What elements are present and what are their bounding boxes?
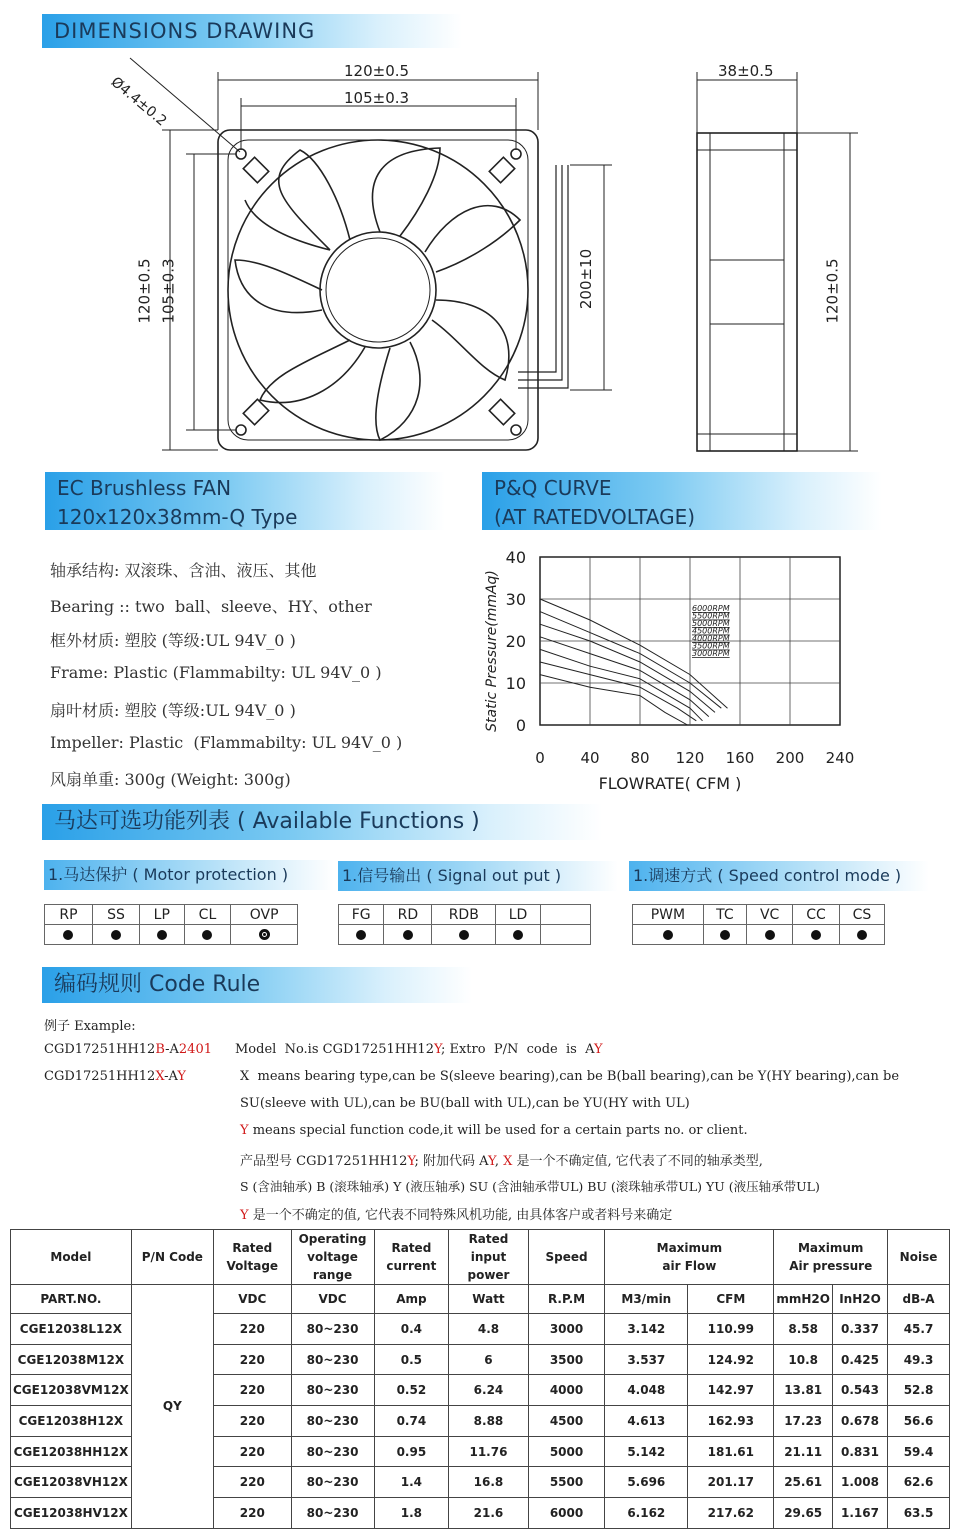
x-tick-label: 0 — [535, 749, 545, 767]
th-air-pressure: Maximum Air pressure — [774, 1230, 888, 1285]
func-mark — [92, 925, 139, 945]
table-header-row — [11, 1230, 950, 1285]
spec-frame-cn: 框外材质: 塑胶 (等级:UL 94V_0 ) — [50, 631, 296, 650]
series-label: 5500RPM — [692, 611, 730, 621]
bullet-icon — [63, 930, 73, 940]
table-cell: 220 — [213, 1467, 291, 1498]
func-empty — [541, 905, 591, 925]
functions-banner — [42, 804, 602, 840]
x-tick-label: 240 — [825, 749, 855, 767]
table-cell: 5000 — [528, 1436, 605, 1467]
example-code-2: CGD17251HH12X-AY — [44, 1069, 186, 1084]
func-mark — [839, 925, 884, 945]
func-cc: CC — [793, 905, 840, 925]
unit-cell: VDC — [213, 1285, 291, 1314]
series-line — [540, 649, 703, 720]
cell-model: CGE12038M12X — [11, 1344, 132, 1375]
table-cell: 80~230 — [291, 1436, 374, 1467]
unit-cell: dB-A — [888, 1285, 950, 1314]
th-speed: Speed — [528, 1230, 605, 1285]
bullet-icon — [811, 930, 821, 940]
func-group-signal-title: 1.信号输出 ( Signal out put ) — [338, 861, 618, 891]
table-cell: 3.142 — [605, 1314, 688, 1345]
func-ss: SS — [92, 905, 139, 925]
y-tick-label: 0 — [515, 716, 526, 735]
th-air-flow: Maximum air Flow — [605, 1230, 774, 1285]
table-cell: 3.537 — [605, 1344, 688, 1375]
table-cell: 6.162 — [605, 1498, 688, 1529]
table-cell: 0.5 — [374, 1344, 449, 1375]
dim-height-outer: 120±0.5 — [135, 258, 154, 324]
table-cell: 63.5 — [888, 1498, 950, 1529]
table-cell: 1.008 — [832, 1467, 887, 1498]
example-label: 例子 Example: — [44, 1019, 136, 1034]
unit-cell: R.P.M — [528, 1285, 605, 1314]
bullet-icon — [765, 930, 775, 940]
table-cell: 4.048 — [605, 1375, 688, 1406]
x-desc-2: SU(sleeve with UL),can be BU(ball with UL),can be YU(HY with UL) — [240, 1096, 690, 1111]
th-model: Model — [11, 1230, 132, 1285]
func-mark — [384, 925, 432, 945]
func-cs: CS — [839, 905, 884, 925]
x-tick-label: 200 — [775, 749, 805, 767]
table-cell: 0.543 — [832, 1375, 887, 1406]
y-tick-label: 30 — [505, 590, 526, 609]
func-mark — [633, 925, 704, 945]
series-label: 4500RPM — [692, 626, 730, 636]
x-desc-1: X means bearing type,can be S(sleeve bearing),can be B(ball bearing),can be Y(HY bearing),can be — [240, 1069, 900, 1084]
table-cell: 5500 — [528, 1467, 605, 1498]
y-axis-label: Static Pressure(mmAq) — [484, 570, 500, 732]
x-tick-label: 120 — [675, 749, 705, 767]
dim-hole-dia: Ø4.4±0.2 — [107, 74, 170, 130]
table-cell: 80~230 — [291, 1375, 374, 1406]
func-table-speed — [632, 904, 885, 945]
table-cell: 5.142 — [605, 1436, 688, 1467]
func-group-speed-title: 1.调速方式 ( Speed control mode ) — [629, 861, 929, 891]
table-cell: 11.76 — [449, 1436, 528, 1467]
table-cell: 8.58 — [774, 1314, 833, 1345]
bullet-icon — [202, 930, 212, 940]
spec-impeller-en: Impeller: Plastic (Flammabilty: UL 94V_0 ) — [50, 733, 403, 752]
func-rdb: RDB — [432, 905, 496, 925]
unit-cell: Amp — [374, 1285, 449, 1314]
func-cl: CL — [184, 905, 231, 925]
table-cell: 62.6 — [888, 1467, 950, 1498]
func-tc: TC — [703, 905, 746, 925]
table-cell: 56.6 — [888, 1406, 950, 1437]
dimensions-title: DIMENSIONS DRAWING — [54, 19, 316, 43]
table-cell: 0.831 — [832, 1436, 887, 1467]
cn-desc-3: Y 是一个不确定的值, 它代表不同特殊风机功能, 由具体客户或者料号来确定 — [240, 1208, 673, 1223]
func-vc: VC — [747, 905, 793, 925]
func-group-motor-title: 1.马达保护 ( Motor protection ) — [44, 860, 334, 890]
bullet-icon — [111, 930, 121, 940]
table-cell: 4.613 — [605, 1406, 688, 1437]
cell-model: CGE12038L12X — [11, 1314, 132, 1345]
table-cell: 4500 — [528, 1406, 605, 1437]
table-cell: 3500 — [528, 1344, 605, 1375]
table-unit-row — [11, 1285, 950, 1314]
dim-cable: 200±10 — [577, 248, 596, 310]
model-line: Model No.is CGD17251HH12Y; Extro P/N code is AY — [235, 1042, 603, 1057]
ring-bullet-icon — [259, 929, 270, 940]
table-cell: 80~230 — [291, 1344, 374, 1375]
table-cell: 29.65 — [774, 1498, 833, 1529]
x-tick-label: 160 — [725, 749, 755, 767]
bullet-icon — [459, 930, 469, 940]
func-table-motor — [44, 904, 298, 945]
product-banner — [45, 472, 445, 530]
table-cell: 201.17 — [688, 1467, 774, 1498]
table-cell: 59.4 — [888, 1436, 950, 1467]
table-cell: 110.99 — [688, 1314, 774, 1345]
cell-model: CGE12038H12X — [11, 1406, 132, 1437]
spec-bearing-cn: 轴承结构: 双滚珠、含油、液压、其他 — [50, 561, 317, 580]
fan-front-drawing — [0, 0, 960, 470]
dim-side-height: 120±0.5 — [823, 258, 842, 324]
pn-code-cell: QY — [131, 1285, 213, 1529]
table-cell: 4.8 — [449, 1314, 528, 1345]
series-label: 5000RPM — [692, 619, 730, 628]
table-cell: 80~230 — [291, 1498, 374, 1529]
series-label: 3000RPM — [692, 649, 730, 658]
func-lp: LP — [140, 905, 184, 925]
table-cell: 0.52 — [374, 1375, 449, 1406]
unit-cell: VDC — [291, 1285, 374, 1314]
spec-impeller-cn: 扇叶材质: 塑胶 (等级:UL 94V_0 ) — [50, 701, 296, 720]
table-cell: 16.8 — [449, 1467, 528, 1498]
y-tick-label: 20 — [505, 632, 526, 651]
unit-part-no: PART.NO. — [11, 1285, 132, 1314]
product-line1: EC Brushless FAN — [57, 476, 232, 500]
table-cell: 220 — [213, 1436, 291, 1467]
spec-bearing-en: Bearing :: two ball、sleeve、HY、other — [50, 597, 372, 616]
cn-desc-1: 产品型号 CGD17251HH12Y; 附加代码 AY, X 是一个不确定值, 它代表了不同的轴承类型, — [240, 1154, 763, 1169]
func-pwm: PWM — [633, 905, 704, 925]
bullet-icon — [663, 930, 673, 940]
table-cell: 13.81 — [774, 1375, 833, 1406]
series-line — [540, 662, 696, 721]
unit-cell: CFM — [688, 1285, 774, 1314]
func-ovp: OVP — [231, 905, 298, 925]
code-rule-banner — [42, 967, 472, 1003]
table-cell: 124.92 — [688, 1344, 774, 1375]
table-cell: 52.8 — [888, 1375, 950, 1406]
spec-weight: 风扇单重: 300g (Weight: 300g) — [50, 770, 291, 789]
th-noise: Noise — [888, 1230, 950, 1285]
table-cell: 4000 — [528, 1375, 605, 1406]
func-fg: FG — [339, 905, 384, 925]
func-mark — [541, 925, 591, 945]
cell-model: CGE12038VM12X — [11, 1375, 132, 1406]
table-cell: 0.678 — [832, 1406, 887, 1437]
table-cell: 220 — [213, 1314, 291, 1345]
func-table-signal — [338, 904, 591, 945]
x-axis-label: FLOWRATE( CFM ) — [598, 774, 742, 793]
dim-width-hole: 105±0.3 — [344, 89, 410, 107]
table-cell: 3000 — [528, 1314, 605, 1345]
table-cell: 8.88 — [449, 1406, 528, 1437]
table-cell: 220 — [213, 1344, 291, 1375]
func-mark — [496, 925, 541, 945]
cell-model: CGE12038HV12X — [11, 1498, 132, 1529]
table-cell: 1.8 — [374, 1498, 449, 1529]
table-cell: 217.62 — [688, 1498, 774, 1529]
table-cell: 142.97 — [688, 1375, 774, 1406]
func-mark — [432, 925, 496, 945]
bullet-icon — [403, 930, 413, 940]
table-cell: 45.7 — [888, 1314, 950, 1345]
pq-chart — [480, 540, 880, 802]
func-rd: RD — [384, 905, 432, 925]
func-mark — [747, 925, 793, 945]
table-cell: 80~230 — [291, 1467, 374, 1498]
unit-cell: mmH2O — [774, 1285, 833, 1314]
func-mark — [231, 925, 298, 945]
func-mark — [793, 925, 840, 945]
th-op-range: Operating voltage range — [291, 1230, 374, 1285]
table-cell: 0.74 — [374, 1406, 449, 1437]
y-tick-label: 10 — [505, 674, 526, 693]
bullet-icon — [356, 930, 366, 940]
th-rated-voltage: Rated Voltage — [213, 1230, 291, 1285]
series-label: 4000RPM — [692, 634, 730, 643]
cell-model: CGE12038HH12X — [11, 1436, 132, 1467]
spec-table — [10, 1229, 950, 1529]
table-cell: 0.95 — [374, 1436, 449, 1467]
table-cell: 0.425 — [832, 1344, 887, 1375]
table-cell: 21.6 — [449, 1498, 528, 1529]
table-cell: 6 — [449, 1344, 528, 1375]
table-cell: 1.167 — [832, 1498, 887, 1529]
bullet-icon — [720, 930, 730, 940]
table-cell: 6.24 — [449, 1375, 528, 1406]
func-mark — [45, 925, 93, 945]
table-cell: 25.61 — [774, 1467, 833, 1498]
unit-cell: Watt — [449, 1285, 528, 1314]
unit-cell: M3/min — [605, 1285, 688, 1314]
series-line — [540, 675, 688, 725]
func-mark — [140, 925, 184, 945]
table-cell: 181.61 — [688, 1436, 774, 1467]
series-label: 6000RPM — [692, 604, 730, 613]
pq-line2: (AT RATEDVOLTAGE) — [494, 505, 696, 529]
func-ld: LD — [496, 905, 541, 925]
product-line2: 120x120x38mm-Q Type — [57, 505, 298, 529]
table-cell: 6000 — [528, 1498, 605, 1529]
table-cell: 49.3 — [888, 1344, 950, 1375]
y-tick-label: 40 — [505, 548, 526, 567]
func-mark — [339, 925, 384, 945]
table-cell: 220 — [213, 1498, 291, 1529]
th-rated-power: Rated input power — [449, 1230, 528, 1285]
spec-frame-en: Frame: Plastic (Flammabilty: UL 94V_0 ) — [50, 663, 382, 682]
table-cell: 5.696 — [605, 1467, 688, 1498]
table-cell: 17.23 — [774, 1406, 833, 1437]
bullet-icon — [513, 930, 523, 940]
unit-cell: InH2O — [832, 1285, 887, 1314]
table-cell: 220 — [213, 1406, 291, 1437]
table-cell: 21.11 — [774, 1436, 833, 1467]
bullet-icon — [157, 930, 167, 940]
func-mark — [184, 925, 231, 945]
pq-banner — [482, 472, 882, 530]
func-mark — [703, 925, 746, 945]
pq-line1: P&Q CURVE — [494, 476, 612, 500]
th-rated-current: Rated current — [374, 1230, 449, 1285]
table-cell: 1.4 — [374, 1467, 449, 1498]
table-cell: 0.337 — [832, 1314, 887, 1345]
cn-desc-2: S (含油轴承) B (滚珠轴承) Y (液压轴承) SU (含油轴承带UL) BU (滚珠轴承带UL) YU (液压轴承带UL) — [240, 1179, 820, 1194]
func-rp: RP — [45, 905, 93, 925]
bullet-icon — [857, 930, 867, 940]
table-cell: 220 — [213, 1375, 291, 1406]
x-tick-label: 80 — [630, 749, 650, 767]
code-rule-title: 编码规则 Code Rule — [54, 972, 261, 997]
example-code-1: CGD17251HH12B-A2401 — [44, 1042, 212, 1057]
series-label: 3500RPM — [692, 641, 730, 651]
functions-title: 马达可选功能列表 ( Available Functions ) — [54, 809, 480, 834]
dim-height-hole: 105±0.3 — [159, 258, 178, 324]
dim-width-outer: 120±0.5 — [344, 62, 410, 80]
dim-depth: 38±0.5 — [718, 62, 774, 80]
table-cell: 10.8 — [774, 1344, 833, 1375]
cell-model: CGE12038VH12X — [11, 1467, 132, 1498]
table-cell: 162.93 — [688, 1406, 774, 1437]
table-cell: 80~230 — [291, 1406, 374, 1437]
table-cell: 0.4 — [374, 1314, 449, 1345]
th-pn: P/N Code — [131, 1230, 213, 1285]
x-tick-label: 40 — [580, 749, 600, 767]
table-cell: 80~230 — [291, 1314, 374, 1345]
y-desc: Y means special function code,it will be used for a certain parts no. or client. — [240, 1123, 748, 1138]
